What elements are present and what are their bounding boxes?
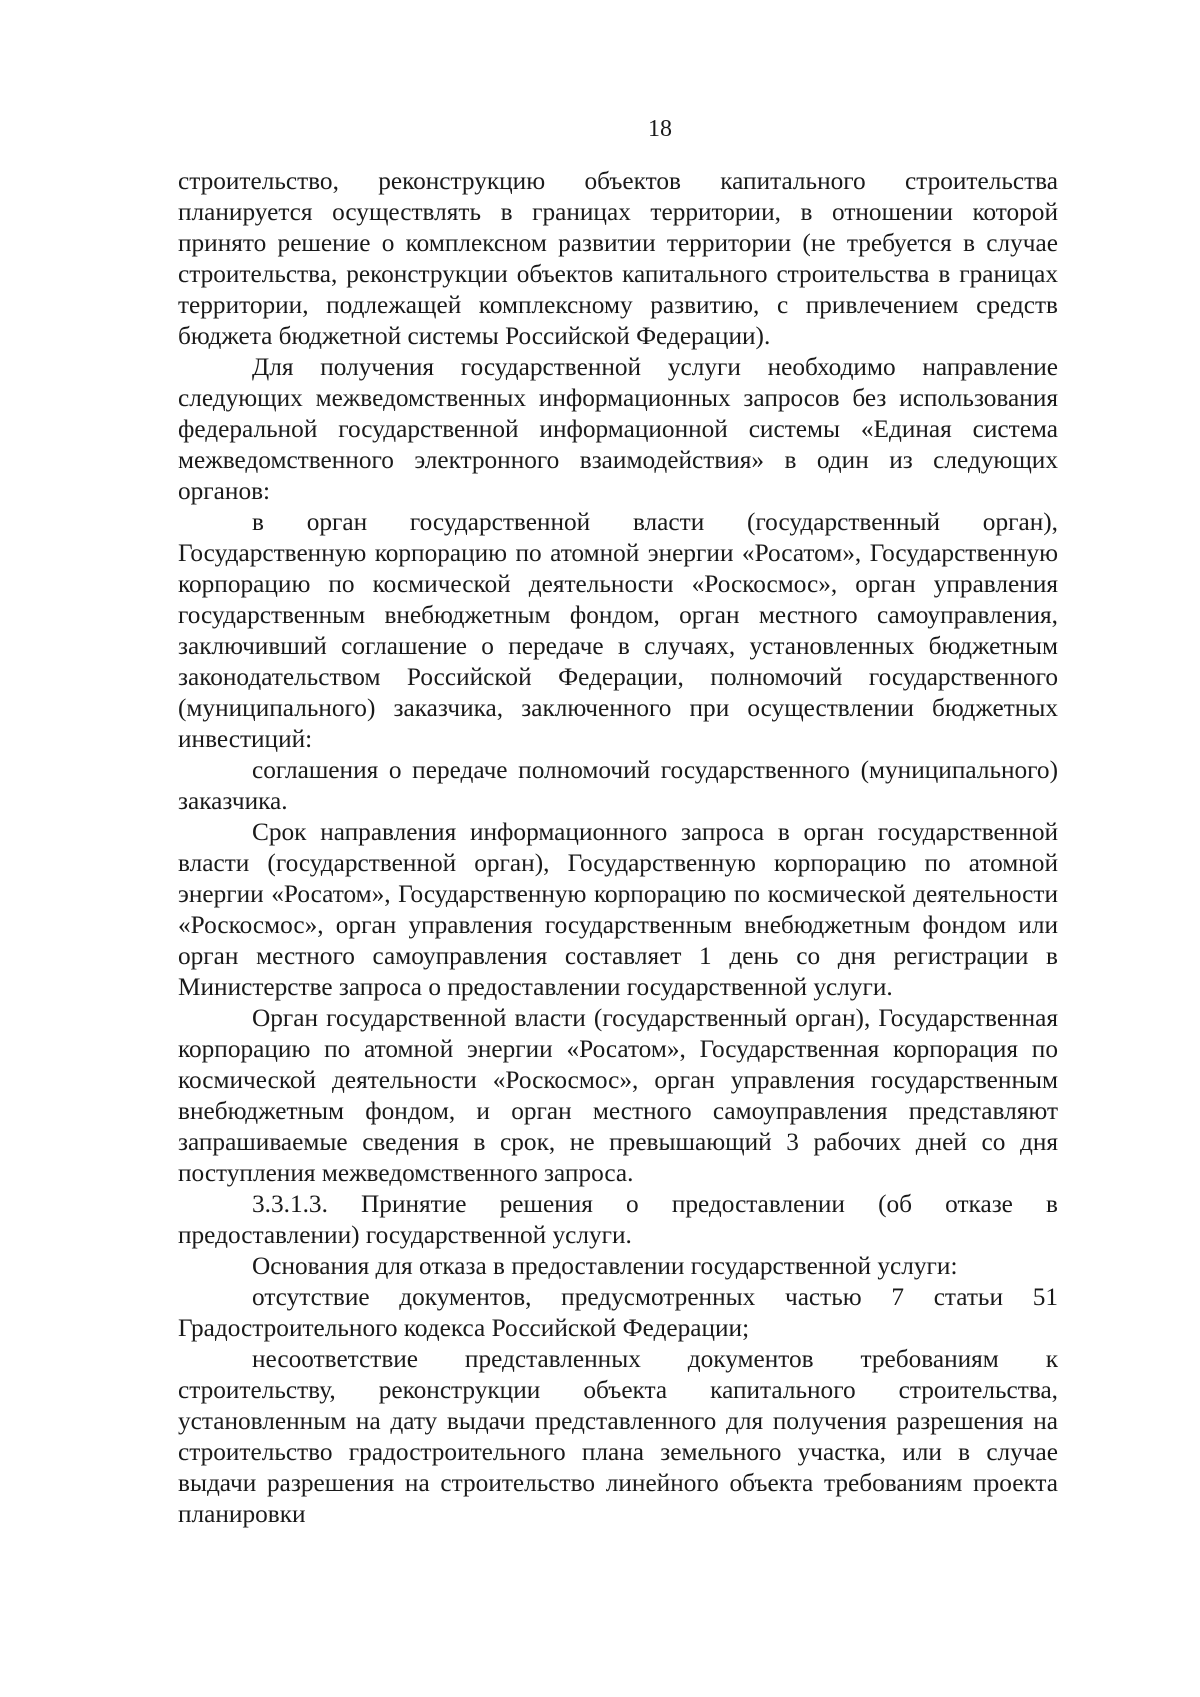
paragraph-2: Для получения государственной услуги необходимо направление следующих межведомственных информационных запросов без использования федеральной государственной информационной системы «Единая система межведомственного электронного взаимодействия» в один из следующих органов: <box>178 353 1058 505</box>
paragraph-9: отсутствие документов, предусмотренных частью 7 статьи 51 Градостроительного кодекса Российской Федерации; <box>178 1283 1058 1342</box>
document-body <box>178 166 1058 1530</box>
paragraph-4: соглашения о передаче полномочий государственного (муниципального) заказчика. <box>178 756 1058 815</box>
page-number: 18 <box>648 116 672 142</box>
paragraph-5: Срок направления информационного запроса в орган государственной власти (государственной орган), Государственную корпорацию по атомной энергии «Росатом», Государственную корпорацию по космической деятельности «Роскосмос», орган управления государственным внебюджетным фондом или орган местного самоуправления составляет 1 день со дня регистрации в Министерстве запроса о предоставлении государственной услуги. <box>178 818 1058 1001</box>
paragraph-3: в орган государственной власти (государственный орган), Государственную корпорацию по атомной энергии «Росатом», Государственную корпорацию по космической деятельности «Роскосмос», орган управления государственным внебюджетным фондом, орган местного самоуправления, заключивший соглашение о передаче в случаях, установленных бюджетным законодательством Российской Федерации, полномочий государственного (муниципального) заказчика, заключенного при осуществлении бюджетных инвестиций: <box>178 508 1058 753</box>
paragraph-8: Основания для отказа в предоставлении государственной услуги: <box>252 1252 958 1280</box>
paragraph-1: строительство, реконструкцию объектов капитального строительства планируется осуществлять в границах территории, в отношении которой принято решение о комплексном развитии территории (не требуется в случае строительства, реконструкции объектов капитального строительства в границах территории, подлежащей комплексному развитию, с привлечением средств бюджета бюджетной системы Российской Федерации). <box>178 167 1058 350</box>
paragraph-6: Орган государственной власти (государственный орган), Государственная корпорацию по атомной энергии «Росатом», Государственная корпорация по космической деятельности «Роскосмос», орган управления государственным внебюджетным фондом, и орган местного самоуправления представляют запрашиваемые сведения в срок, не превышающий 3 рабочих дней со дня поступления межведомственного запроса. <box>178 1004 1058 1187</box>
paragraph-7: 3.3.1.3. Принятие решения о предоставлении (об отказе в предоставлении) государственной услуги. <box>178 1190 1058 1249</box>
paragraph-10: несоответствие представленных документов требованиям к строительству, реконструкции объекта капитального строительства, установленным на дату выдачи представленного для получения разрешения на строительство градостроительного плана земельного участка, или в случае выдачи разрешения на строительство линейного объекта требованиям проекта планировки <box>178 1345 1058 1528</box>
